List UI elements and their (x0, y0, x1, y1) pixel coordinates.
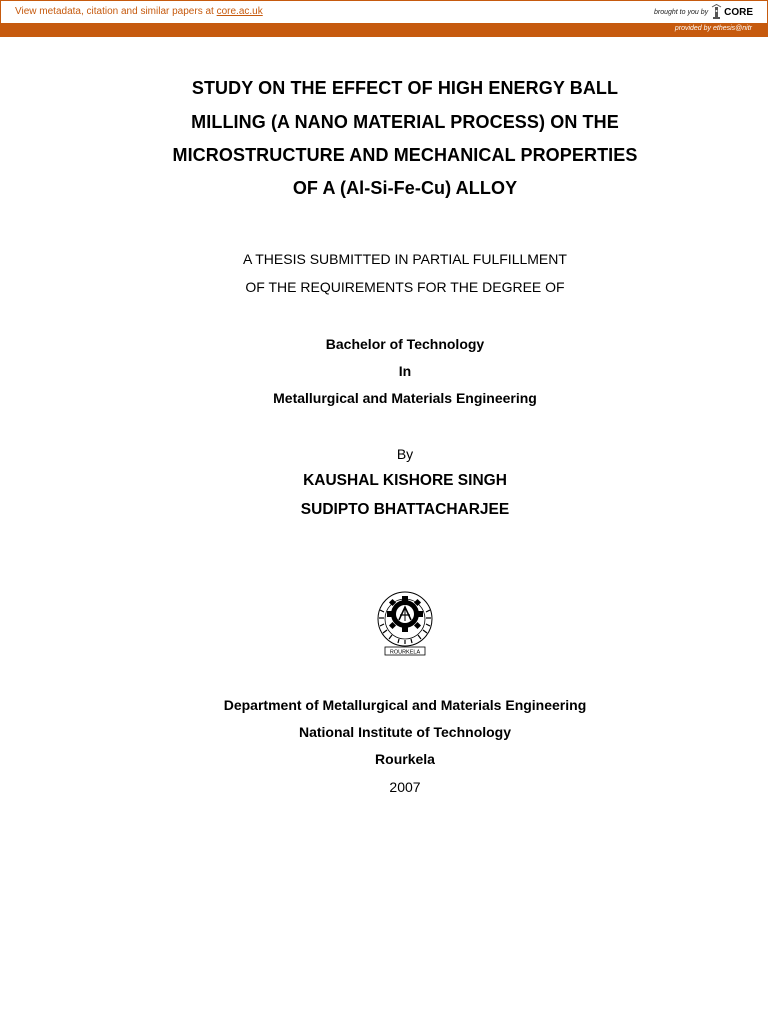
title-line-3: MICROSTRUCTURE AND MECHANICAL PROPERTIES (172, 145, 638, 165)
author-1: KAUSHAL KISHORE SINGH (303, 472, 507, 489)
degree-in: In (398, 363, 412, 379)
brought-to-you-text: brought to you by (654, 8, 709, 16)
core-brought-by[interactable] (654, 4, 753, 20)
core-logo-icon (711, 4, 722, 20)
department-name: Department of Metallurgical and Materials Engineering (223, 697, 587, 713)
core-logo-text: CORE (724, 6, 753, 18)
degree-name: Bachelor of Technology (325, 336, 485, 352)
author-2: SUDIPTO BHATTACHARJEE (300, 501, 510, 518)
title-line-2: MILLING (A NANO MATERIAL PROCESS) ON THE (191, 112, 619, 132)
core-metadata-label: View metadata, citation and similar papers at (15, 6, 217, 17)
emblem-rourkela-text: ROURKELA (389, 649, 421, 656)
degree-field: Metallurgical and Materials Engineering (273, 390, 537, 406)
title-line-1: STUDY ON THE EFFECT OF HIGH ENERGY BALL (191, 78, 619, 98)
submission-line-2: OF THE REQUIREMENTS FOR THE DEGREE OF (245, 279, 565, 295)
core-ac-uk-link[interactable]: core.ac.uk (216, 6, 263, 17)
core-metadata-text (15, 6, 263, 17)
provided-by-text: provided by ethesis@nitr (674, 25, 752, 32)
core-banner-top (0, 0, 768, 23)
institute-city: Rourkela (375, 751, 435, 767)
thesis-year: 2007 (389, 779, 421, 795)
nit-rourkela-emblem-icon (372, 590, 438, 658)
by-label: By (396, 446, 414, 462)
title-line-4: OF A (Al-Si-Fe-Cu) ALLOY (292, 178, 518, 198)
submission-line-1: A THESIS SUBMITTED IN PARTIAL FULFILLMENT (243, 251, 567, 267)
core-banner-bottom (0, 23, 768, 37)
core-banner (0, 0, 768, 37)
institute-name: National Institute of Technology (298, 724, 512, 740)
